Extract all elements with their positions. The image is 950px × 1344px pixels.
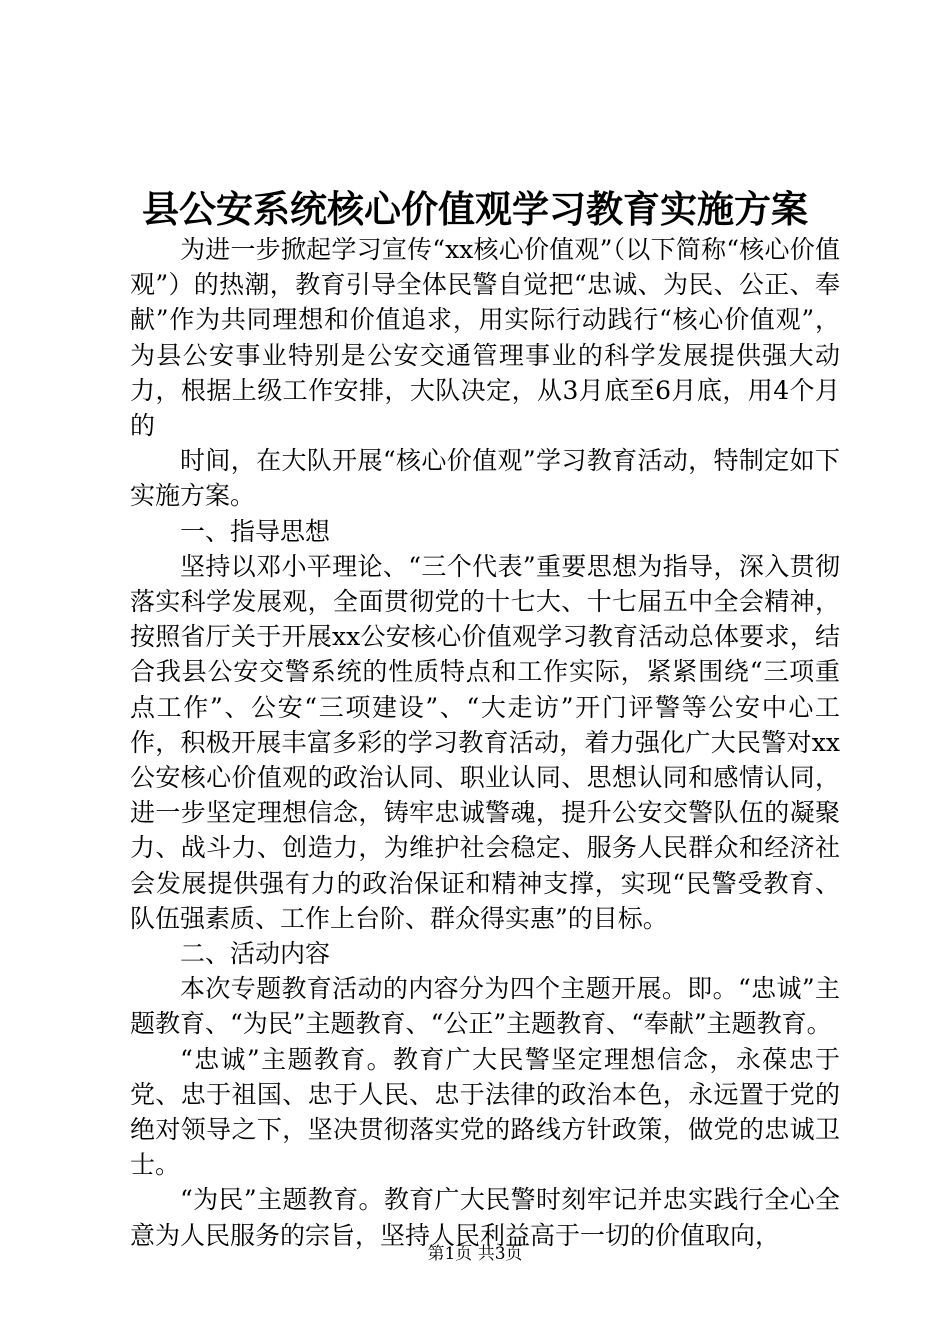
paragraph-guiding-ideology: 坚持以邓小平理论、“三个代表”重要思想为指导，深入贯彻落实科学发展观，全面贯彻党的十七大、十七届五中全会精神，按照省厅关于开展xx公安核心价值观学习教育活动总体要求，结合我县公安交警系统的性质特点和工作实际，紧紧围绕“三项重点工作”、公安“三项建设”、“大走访”开门评警等公安中心工作，积极开展丰富多彩的学习教育活动，着力强化广大民警对xx公安核心价值观的政治认同、职业认同、思想认同和感情认同，进一步坚定理想信念，铸牢忠诚警魂，提升公安交警队伍的凝聚力、战斗力、创造力，为维护社会稳定、服务人民群众和经济社会发展提供强有力的政治保证和精神支撑，实现“民警受教育、队伍强素质、工作上台阶、群众得实惠”的目标。	[130, 551, 840, 933]
paragraph-intro-continued: 时间，在大队开展“核心价值观”学习教育活动，特制定如下实施方案。	[130, 446, 840, 511]
paragraph-intro: 为进一步掀起学习宣传“xx核心价值观”（以下简称“核心价值观”）的热潮，教育引导全体民警自觉把“忠诚、为民、公正、奉献”作为共同理想和价值追求，用实际行动践行“核心价值观”，为县公安事业特别是公安交通管理事业的科学发展提供强大动力，根据上级工作安排，大队决定，从3月底至6月底，用4个月的	[130, 235, 840, 441]
paragraph-serve-people-theme: “为民”主题教育。教育广大民警时刻牢记并忠实践行全心全意为人民服务的宗旨，坚持人民利益高于一切的价值取向，	[130, 1185, 840, 1250]
section-heading-guiding-ideology: 一、指导思想	[180, 516, 331, 546]
paragraph-loyalty-theme: “忠诚”主题教育。教育广大民警坚定理想信念，永葆忠于党、忠于祖国、忠于人民、忠于法律的政治本色，永远置于党的绝对领导之下，坚决贯彻落实党的路线方针政策，做党的忠诚卫士。	[130, 1044, 840, 1180]
paragraph-activity-overview: 本次专题教育活动的内容分为四个主题开展。即。“忠诚”主题教育、“为民”主题教育、“公正”主题教育、“奉献”主题教育。	[130, 974, 840, 1039]
document-title: 县公安系统核心价值观学习教育实施方案	[142, 187, 808, 231]
page-footer: 第1页 共3页	[427, 1244, 523, 1264]
document-body	[130, 232, 840, 1253]
section-heading-activity-content: 二、活动内容	[180, 939, 331, 969]
